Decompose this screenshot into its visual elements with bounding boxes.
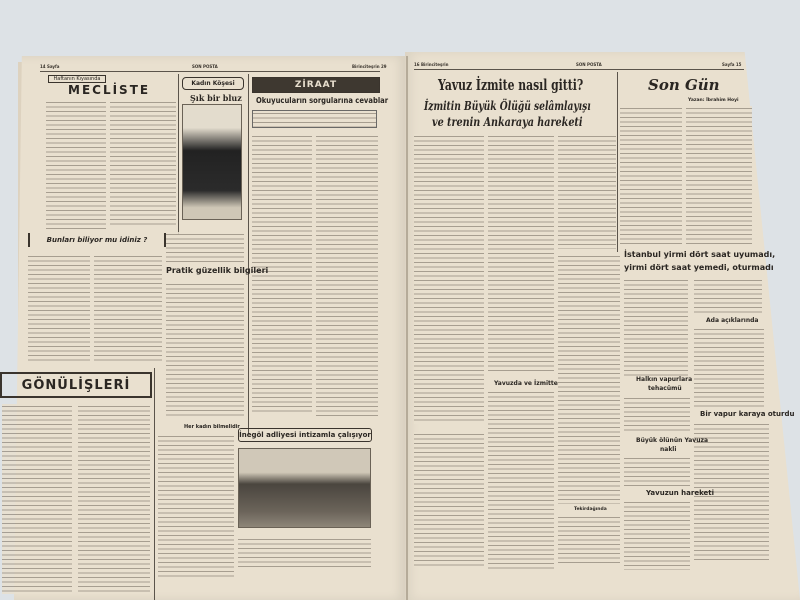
article-text xyxy=(94,254,162,364)
ada-heading: Ada açıklarında xyxy=(706,317,759,324)
article-text xyxy=(488,134,554,374)
istanbul-headline-2: yirmi dört saat yemedi, oturmadı xyxy=(624,263,774,272)
article-text xyxy=(166,282,244,417)
article-text xyxy=(694,278,762,314)
yavuzun-heading: Yavuzun hareketi xyxy=(646,489,715,497)
article-text xyxy=(316,134,378,419)
article-text xyxy=(686,106,752,246)
right-paper-name: SON POSTA xyxy=(576,62,602,67)
article-text xyxy=(624,456,690,486)
her-kadin-heading: Her kadın bilmelidir xyxy=(184,424,240,430)
article-text xyxy=(28,254,90,364)
mecliste-headline: MECLİSTE xyxy=(68,83,151,97)
column-rule xyxy=(154,368,155,600)
tekirdag-heading: Tekirdağında xyxy=(574,507,607,512)
left-date: Birinciteşrin 29 xyxy=(352,64,387,69)
header-rule xyxy=(40,71,380,72)
sik-bluz-title: Şık bir bluz xyxy=(190,93,242,103)
ziraat-subtitle: Okuyucuların sorgularına cevablar xyxy=(256,96,389,105)
son-gun-headline: Son Gün xyxy=(648,76,720,94)
article-text xyxy=(694,327,764,407)
buyuk-olunun-heading-1: Büyük ölünün Yavuza xyxy=(636,437,709,444)
yavuz-subhead-1: İzmitin Büyük Ölüğü selâmlayışı xyxy=(424,99,591,113)
article-text xyxy=(78,404,150,594)
article-text xyxy=(558,254,620,504)
left-paper-name: SON POSTA xyxy=(192,64,218,69)
article-text xyxy=(624,396,690,432)
inegol-heading: İnegöl adliyesi intizamla çalışıyor xyxy=(238,428,372,442)
halkin-heading-2: tehacümü xyxy=(648,385,682,392)
article-text xyxy=(624,278,688,376)
photo-caption-text xyxy=(238,537,371,567)
istanbul-headline-1: İstanbul yirmi dört saat uyumadı, xyxy=(624,250,776,259)
page-fold xyxy=(406,56,408,600)
ziraat-banner: ZİRAAT xyxy=(252,77,380,93)
left-page-number: 14 Sayfa xyxy=(40,64,60,69)
article-text xyxy=(620,106,682,246)
article-text xyxy=(558,515,620,565)
article-text xyxy=(414,432,484,567)
column-rule xyxy=(248,74,249,434)
article-text xyxy=(110,100,176,228)
article-text xyxy=(166,232,244,262)
halkin-heading-1: Halkın vapurlara xyxy=(636,376,693,383)
inegol-group-photo xyxy=(238,448,371,528)
article-text xyxy=(414,134,484,424)
buyuk-olunun-heading-2: nakli xyxy=(660,446,677,453)
woman-blouse-photo xyxy=(182,104,242,220)
pratik-heading: Pratik güzellik bilgileri xyxy=(166,266,269,275)
column-rule xyxy=(178,74,179,234)
column-box: Haftanın Kıyasında xyxy=(48,75,106,83)
son-gun-author: Yazan: İbrahim Hoyi xyxy=(688,98,739,103)
bunlari-heading: Bunları biliyor mu idiniz ? xyxy=(28,233,166,247)
yavuzda-heading: Yavuzda ve İzmitte xyxy=(494,380,558,387)
kadin-kosesi-box: Kadın Köşesi xyxy=(182,77,244,90)
right-date: 16 Birinciteşrin xyxy=(414,62,449,67)
ziraat-intro xyxy=(252,110,377,128)
article-text xyxy=(624,500,690,570)
article-text xyxy=(46,100,106,230)
gonulisleri-banner: GÖNÜLİŞLERİ xyxy=(0,372,152,398)
column-rule xyxy=(617,72,618,252)
header-rule xyxy=(414,69,744,70)
vapur-heading: Bir vapur karaya oturdu xyxy=(700,410,795,418)
right-page-number: Sayfa 15 xyxy=(722,62,742,67)
article-text xyxy=(558,134,616,249)
yavuz-subhead-2: ve trenin Ankaraya hareketi xyxy=(432,115,583,129)
article-text xyxy=(2,404,72,594)
yavuz-headline: Yavuz İzmite nasıl gitti? xyxy=(438,76,584,94)
article-text xyxy=(488,390,554,570)
article-text xyxy=(158,434,234,580)
